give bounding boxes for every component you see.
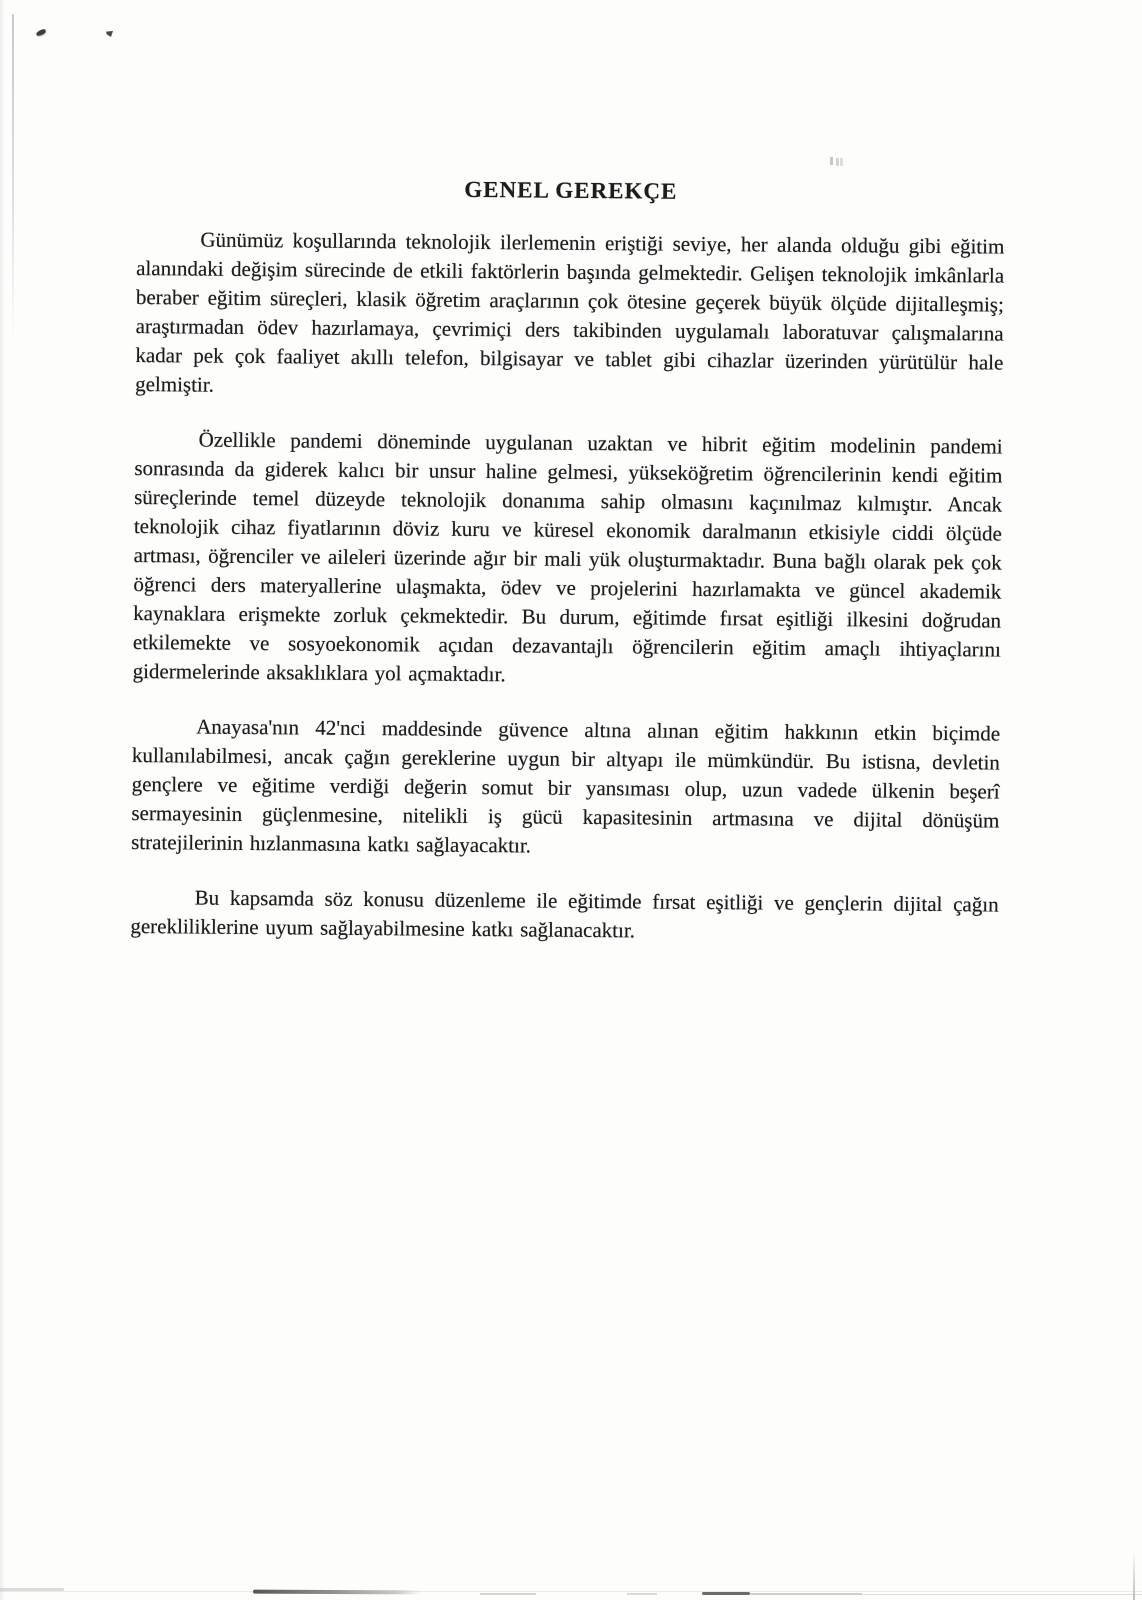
scan-bottom-smudge [750,1593,862,1595]
scan-smudge [830,157,833,165]
scan-bottom-smudge [253,1590,421,1595]
scan-speck [106,31,113,37]
paragraph-3: Anayasa'nın 42'nci maddesinde güvence altına alınan eğitim hakkının etkin biçimde kullanılabilmesi, ancak çağın gereklerine uygun bir altyapı ile mümkündür. Bu istisna, devletin gençlere ve eğitime verdiği değerin somut bir yansıması olup, uzun vadede ülkenin beşerî sermayesinin güçlenmesine, nitelikli iş gücü kapasitesinin artmasına ve dijital dönüşüm stratejilerinin hızlanmasına katkı sağlayacaktır. [131,714,1001,858]
scan-bottom-smudge [862,1594,1142,1595]
document-body [130,172,1005,949]
paragraph-4: Bu kapsamda söz konusu düzenleme ile eğitimde fırsat eşitliği ve gençlerin dijital çağın gerekliliklerine uyum sağlayabilmesine katkı sağlanacaktır. [130,885,999,943]
scan-speck [35,29,46,37]
paragraph-1: Günümüz koşullarında teknolojik ilerlemenin eriştiği seviye, her alanda olduğu gibi eğitim alanındaki değişim sürecinde de etkili faktörlerin başında gelmektedir. Gelişen teknolojik imkânlarla beraber eğitim süreçleri, klasik öğretim araçlarının çok ötesine geçerek büyük ölçüde dijitalleşmiş; araştırmadan ödev hazırlamaya, çevrimiçi ders takibinden uygulamalı laboratuvar çalışmalarına kadar pek çok faaliyet akıllı telefon, bilgisayar ve tablet gibi cihazlar üzerinden yürütülür hale gelmiştir. [135,227,1005,397]
scan-bottom-smudge [480,1593,536,1595]
scan-right-corner-line [1133,1550,1135,1600]
scan-left-edge-shadow [0,0,5,1600]
scan-bottom-smudge [702,1592,750,1595]
scan-bottom-smudge [0,1588,64,1591]
scan-bottom-smudge [627,1593,657,1595]
scan-left-edge-line [12,14,14,344]
document-title: GENEL GEREKÇE [464,176,678,204]
paragraph-2: Özellikle pandemi döneminde uygulanan uzaktan ve hibrit eğitim modelinin pandemi sonrasında da giderek kalıcı bir unsur haline gelmesi, yükseköğretim öğrencilerinin kendi eğitim süreçlerinde temel düzeyde teknolojik donanıma sahip olmasını kaçınılmaz kılmıştır. Ancak teknolojik cihaz fiyatlarının döviz kuru ve küresel ekonomik daralmanın etkisiyle ciddi ölçüde artması, öğrenciler ve aileleri üzerinde ağır bir mali yük oluşturmaktadır. Buna bağlı olarak pek çok öğrenci ders materyallerine ulaşmakta, ödev ve projelerini hazırlamakta ve güncel akademik kaynaklara erişmekte zorluk çekmektedir. Bu durum, eğitimde fırsat eşitliği ilkesini doğrudan etkilemekte ve sosyoekonomik açıdan dezavantajlı öğrencilerin eğitim amaçlı ihtiyaçlarını gidermelerinde aksaklıklara yol açmaktadır. [132,427,1003,687]
scan-bottom-edge-line [0,1591,1142,1592]
